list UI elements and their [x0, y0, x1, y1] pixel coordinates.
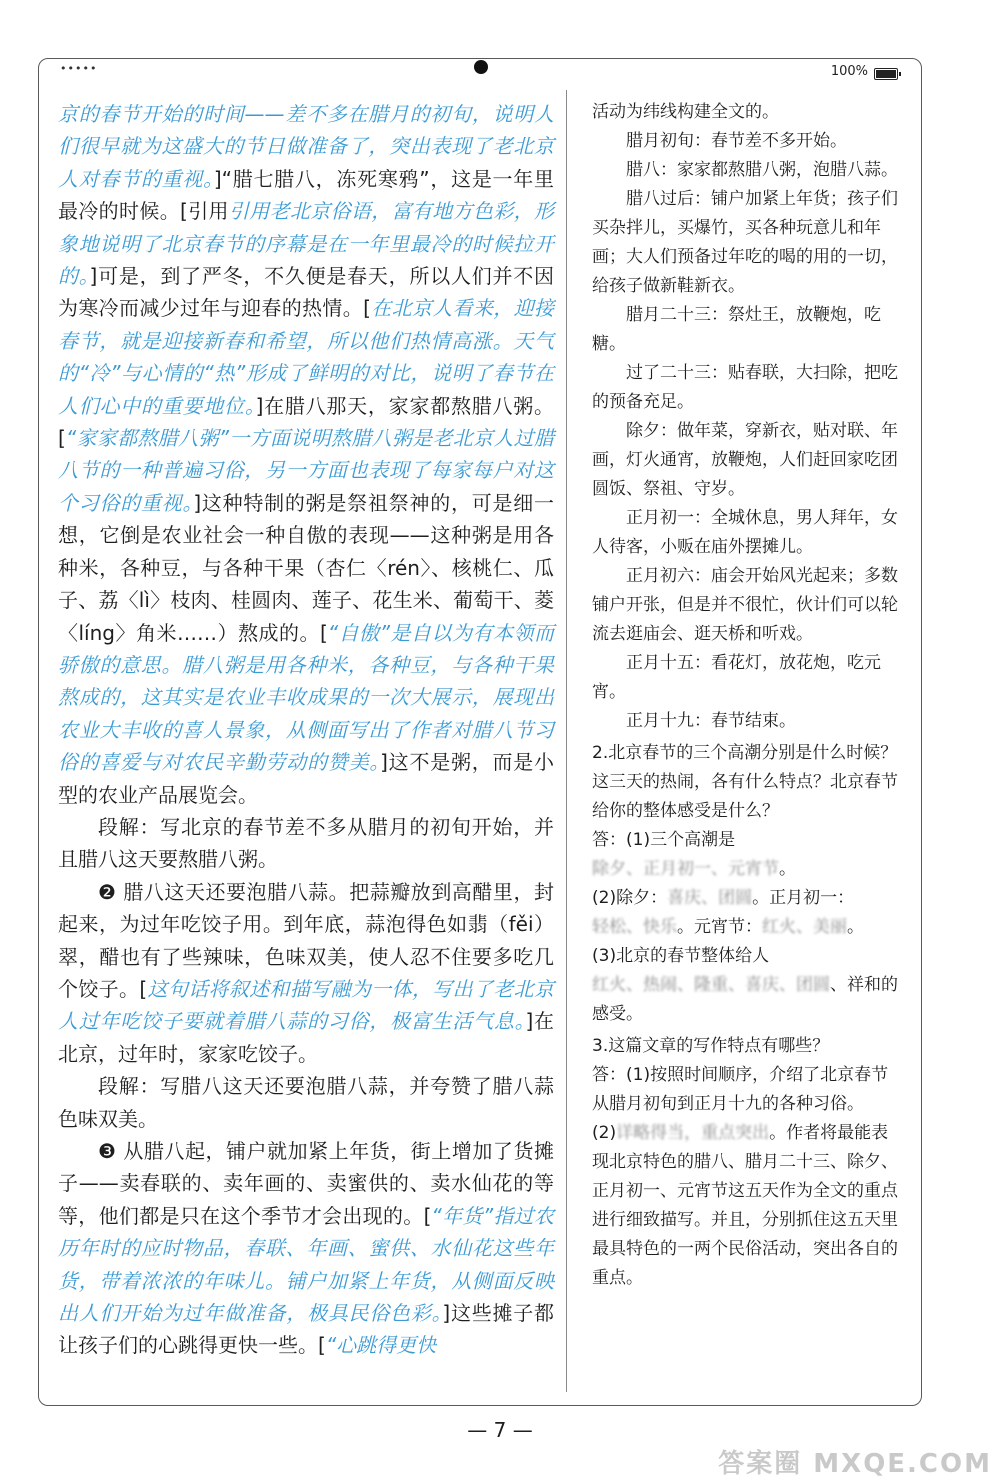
timeline-item: 正月十九：春节结束。	[626, 711, 796, 731]
timeline-item: 过了二十三：贴春联，大扫除，把吃的预备充足。	[592, 363, 898, 412]
column-divider	[566, 90, 567, 1392]
timeline-item: 正月十五：看花灯，放花炮，吃元宵。	[592, 653, 881, 702]
battery-percent: 100%	[830, 64, 868, 79]
answer-2-part-3: (3)北京的春节整体给人红火、热闹、隆重、喜庆、团圆、祥和的感受。	[592, 946, 898, 1024]
timeline-item: 除夕：做年菜，穿新衣，贴对联、年画，灯火通宵，放鞭炮，人们赶回家吃团圆饭、祭祖、守岁。	[592, 421, 898, 499]
question-3: 3.这篇文章的写作特点有哪些？	[592, 1036, 830, 1056]
watermark-logo: 答案圈 MXQE.COM	[718, 1449, 992, 1479]
timeline-item: 正月初一：全城休息，男人拜年，女人待客，小贩在庙外摆摊儿。	[592, 508, 898, 557]
signal-icon: •••••	[60, 62, 98, 75]
paragraph-summary-2: 段解：写腊八这天还要泡腊八蒜，并夸赞了腊八蒜色味双美。	[58, 1074, 554, 1131]
page-number: — 7 —	[467, 1418, 533, 1442]
timeline-item: 腊月初旬：春节差不多开始。	[626, 131, 847, 151]
answer-3-part-1: 答：(1)按照时间顺序，介绍了北京春节从腊月初旬到正月十九的各种习俗。	[592, 1065, 889, 1114]
paragraph-3: ❸ 从腊八起，铺户就加紧上年货，街上增加了货摊子——卖春联的、卖年画的、卖蜜供的、卖水仙花的等等，他们都是只在这个季节才会出现的。[“年货”指过农历年时的应时物品，春联、年画、蜜供、水仙花这些年货，带着浓浓的年味儿。铺户加紧上年货，从侧面反映出人们开始为过年做准备，极具民俗色彩。]这些摊子都让孩子们的心跳得更快一些。[“心跳得更快	[58, 1139, 554, 1358]
paragraph-2: ❷ 腊八这天还要泡腊八蒜。把蒜瓣放到高醋里，封起来，为过年吃饺子用。到年底，蒜泡得色如翡（fěi）翠，醋也有了些辣味，色味双美，使人忍不住要多吃几个饺子。[这句话将叙述和描写融为一体，写出了老北京人过年吃饺子要就着腊八蒜的习俗，极富生活气息。]在北京，过年时，家家吃饺子。	[58, 879, 554, 1066]
left-column	[58, 98, 554, 1362]
timeline-item: 腊八：家家都熬腊八粥，泡腊八蒜。	[626, 160, 898, 180]
question-2: 2.北京春节的三个高潮分别是什么时候？这三天的热闹，各有什么特点？北京春节给你的整体感受是什么？	[592, 743, 898, 821]
right-column	[592, 98, 904, 1293]
answer-2-part-2: (2)除夕：喜庆、团圆。正月初一：轻松、快乐。元宵节：红火、美丽。	[592, 888, 864, 937]
battery-icon	[874, 68, 898, 80]
timeline-item: 正月初六：庙会开始风光起来；多数铺户开张，但是并不很忙，伙计们可以轮流去逛庙会、逛天桥和听戏。	[592, 566, 898, 644]
right-intro: 活动为纬线构建全文的。	[592, 102, 779, 122]
answer-3-part-2: (2)详略得当，重点突出。作者将最能表现北京特色的腊八、腊月二十三、除夕、正月初一、元宵节这五天作为全文的重点进行细致描写。并且，分别抓住这五天里最具特色的一两个民俗活动，突出各自的重点。	[592, 1123, 898, 1288]
camera-notch-icon	[474, 60, 488, 74]
answer-2-part-1: 答：(1)三个高潮是除夕、正月初一、元宵节。	[592, 830, 796, 879]
timeline-item: 腊八过后：铺户加紧上年货；孩子们买杂拌儿，买爆竹，买各种玩意儿和年画；大人们预备过年吃的喝的用的一切，给孩子做新鞋新衣。	[592, 189, 898, 296]
paragraph-summary-1: 段解：写北京的春节差不多从腊月的初旬开始，并且腊八这天要熬腊八粥。	[58, 814, 554, 872]
timeline-item: 腊月二十三：祭灶王，放鞭炮，吃糖。	[592, 305, 881, 354]
paragraph-1: 京的春节开始的时间——差不多在腊月的初旬，说明人们很早就为这盛大的节日做准备了，突出表现了老北京人对春节的重视。]“腊七腊八，冻死寒鸦”，这是一年里最冷的时候。[引用引用老北京俗语，富有地方色彩，形象地说明了北京春节的序幕是在一年里最冷的时候拉开的。]可是，到了严冬，不久便是春天，所以人们并不因为寒冷而减少过年与迎春的热情。[在北京人看来，迎接春节，就是迎接新春和希望，所以他们热情高涨。天气的“冷”与心情的“热”形成了鲜明的对比，说明了春节在人们心中的重要地位。]在腊八那天，家家都熬腊八粥。[“家家都熬腊八粥”一方面说明熬腊八粥是老北京人过腊八节的一种普遍习俗，另一方面也表现了每家每户对这个习俗的重视。]这种特制的粥是祭祖祭神的，可是细一想，它倒是农业社会一种自傲的表现——这种粥是用各种米，各种豆，与各种干果（杏仁〈rén〉、核桃仁、瓜子、荔〈lì〉枝肉、桂圆肉、莲子、花生米、葡萄干、菱〈líng〉角米……）熬成的。[“自傲”是自以为有本领而骄傲的意思。腊八粥是用各种米，各种豆，与各种干果熬成的，这其实是农业丰收成果的一次大展示，展现出农业大丰收的喜人景象，从侧面写出了作者对腊八节习俗的喜爱与对农民辛勤劳动的赞美。]这不是粥，而是小型的农业产品展览会。	[58, 102, 554, 807]
